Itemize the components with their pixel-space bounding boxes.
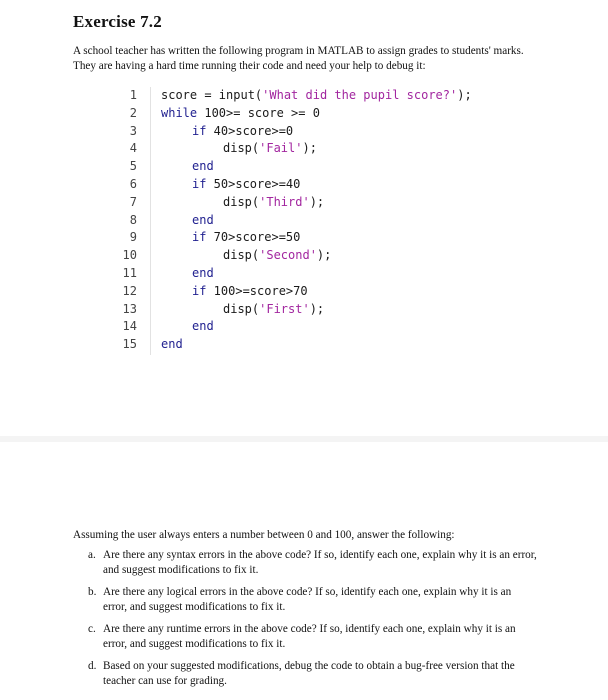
question-item-text: Are there any runtime errors in the above code? If so, identify each one, explain why it is an error, and suggest modifications to fix it.: [103, 623, 516, 650]
question-item-letter: d.: [88, 660, 97, 672]
code-text: [192, 176, 300, 194]
code-keyword: if: [192, 123, 207, 138]
question-item-letter: c.: [88, 623, 96, 635]
code-text: [223, 194, 324, 212]
code-line: [113, 176, 513, 194]
code-text: [161, 87, 472, 105]
code-line: [113, 265, 513, 283]
code-line: [113, 301, 513, 319]
code-text: [192, 158, 214, 176]
code-text: [223, 247, 331, 265]
intro-paragraph: A school teacher has written the following program in MATLAB to assign grades to students' marks. They are having a hard time running their code and need your help to debug it:: [73, 45, 524, 72]
line-number: 5: [129, 159, 137, 174]
code-line: [113, 283, 513, 301]
code-listing: [113, 87, 513, 354]
code-keyword: while: [161, 105, 198, 120]
code-token: );: [309, 194, 325, 209]
line-number: 12: [122, 283, 137, 298]
code-text: [192, 212, 214, 230]
code-keyword: if: [192, 176, 207, 191]
question-item-letter: a.: [88, 549, 96, 561]
code-token: score = input(: [161, 88, 263, 102]
code-token: 100>=score>70: [206, 283, 308, 298]
code-text: [192, 265, 214, 283]
code-line: [113, 123, 513, 141]
code-line: [113, 194, 513, 212]
line-number: 2: [129, 105, 137, 120]
code-token: disp(: [223, 141, 260, 156]
code-token: 100>= score >= 0: [197, 105, 320, 120]
code-string: 'Fail': [259, 141, 303, 156]
line-number: 13: [122, 301, 137, 316]
line-number: 11: [122, 265, 137, 280]
code-token: );: [457, 88, 472, 102]
code-token: disp(: [223, 194, 260, 209]
exercise-title: Exercise 7.2: [73, 12, 162, 31]
code-token: 40>score>=0: [206, 123, 294, 138]
question-item: [88, 659, 538, 689]
code-line: [113, 212, 513, 230]
line-number: 4: [129, 141, 137, 156]
code-text: [161, 105, 320, 123]
question-lead: Assuming the user always enters a number between 0 and 100, answer the following:: [73, 529, 455, 541]
code-text: [223, 140, 317, 158]
line-number: 15: [122, 337, 137, 352]
code-string: 'What did the pupil score?': [262, 88, 458, 102]
code-line: [113, 140, 513, 158]
code-keyword: end: [192, 212, 214, 227]
code-token: disp(: [223, 301, 260, 316]
code-keyword: end: [192, 319, 214, 334]
code-token: disp(: [223, 248, 260, 263]
code-token: );: [302, 141, 317, 156]
page-break-divider: [0, 436, 608, 442]
code-line: [113, 105, 513, 123]
question-item-text: Based on your suggested modifications, debug the code to obtain a bug-free version that the teacher can use for grading.: [103, 660, 515, 687]
code-token: 70>score>=50: [206, 230, 301, 245]
code-text: [192, 318, 214, 336]
code-keyword: end: [192, 159, 214, 174]
code-line: [113, 158, 513, 176]
question-list: [88, 548, 538, 696]
code-keyword: if: [192, 230, 207, 245]
code-line: [113, 87, 513, 105]
line-number: 10: [122, 248, 137, 263]
code-text: [223, 301, 324, 319]
question-item-text: Are there any logical errors in the above code? If so, identify each one, explain why it is an error, and suggest modifications to fix it.: [103, 586, 512, 613]
question-item: [88, 585, 538, 615]
code-line: [113, 229, 513, 247]
code-text: [192, 123, 293, 141]
code-string: 'Third': [259, 194, 310, 209]
code-keyword: end: [192, 265, 214, 280]
line-number: 8: [129, 212, 137, 227]
code-token: 50>score>=40: [206, 176, 301, 191]
code-line: [113, 247, 513, 265]
code-token: );: [309, 301, 325, 316]
question-item: [88, 548, 538, 578]
line-number: 6: [129, 176, 137, 191]
code-text: [192, 283, 308, 301]
question-item-letter: b.: [88, 586, 97, 598]
line-number: 7: [129, 194, 137, 209]
question-item: [88, 622, 538, 652]
code-string: 'First': [259, 301, 310, 316]
code-text: [161, 336, 183, 354]
question-item-text: Are there any syntax errors in the above code? If so, identify each one, explain why it is an error, and suggest modifications to fix it.: [103, 549, 537, 576]
line-number: 1: [129, 88, 137, 102]
code-token: );: [316, 248, 332, 263]
code-keyword: if: [192, 283, 207, 298]
code-string: 'Second': [259, 248, 317, 263]
code-line: [113, 336, 513, 354]
line-number: 3: [129, 123, 137, 138]
code-line: [113, 318, 513, 336]
code-keyword: end: [161, 337, 183, 352]
line-number: 14: [122, 319, 137, 334]
line-number: 9: [129, 230, 137, 245]
code-text: [192, 229, 300, 247]
